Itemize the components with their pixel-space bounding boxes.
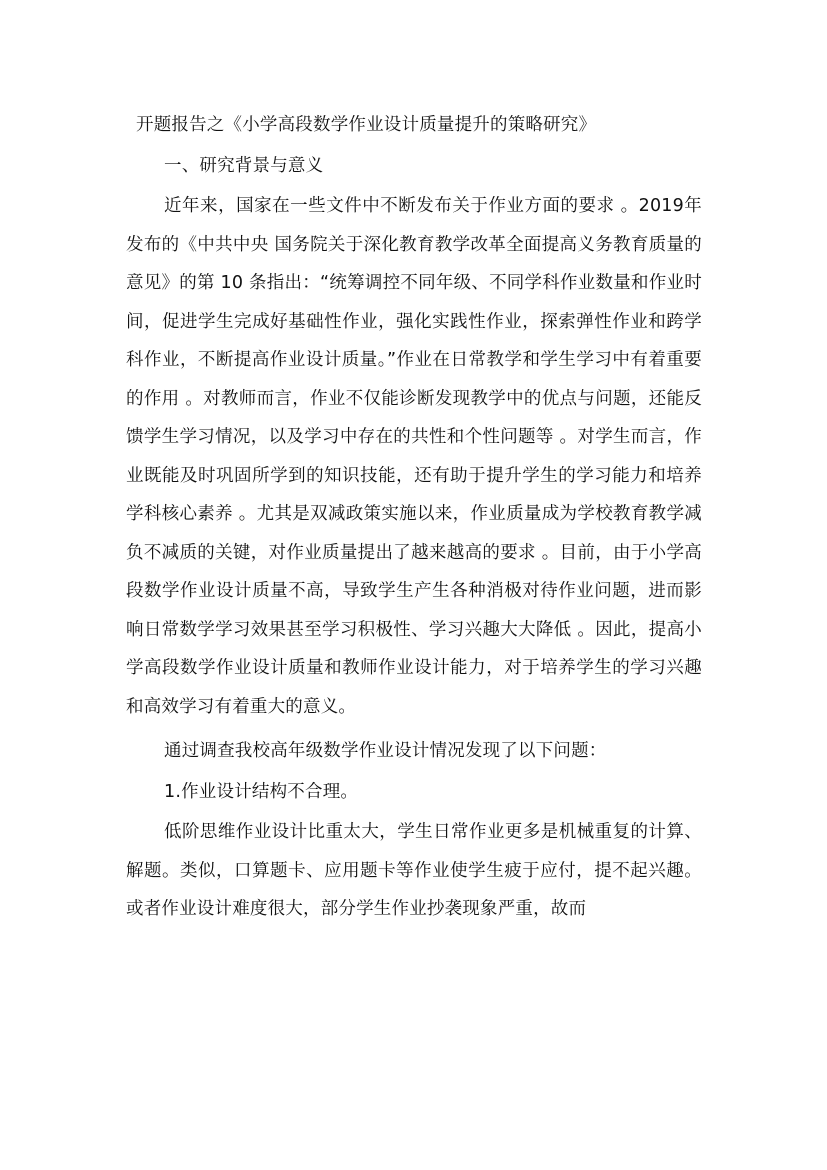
section-heading: 一、研究背景与意义 bbox=[164, 155, 324, 176]
paragraph-background: 近年来，国家在一些文件中不断发布关于作业方面的要求 。2019年发布的《中共中央 国务院关于深化教育教学改革全面提高义务教育质量的意见》的第 10 条指出：“统筹调控不同年级、不同学科作业数量和作业时间，促进学生完成好基础性作业，强化实践性作业，探索弹性作业和跨学科作业，不断提高作业设计质量。”作业在日常教学和学生学习中有着重要的作用 。对教师而言，作业不仅能诊断发现教学中的优点与问题，还能反馈学生学习情况，以及学习中存在的共性和个性问题等 。对学生而言，作业既能及时巩固所学到的知识技能，还有助于提升学生的学习能力和培养学科核心素养 。尤其是双减政策实施以来，作业质量成为学校教育教学减负不减质的关键，对作业质量提出了越来越高的要求 。目前，由于小学高段数学作业设计质量不高，导致学生产生各种消极对待作业问题，进而影响日常数学学习效果甚至学习积极性、学习兴趣大大降低 。因此，提高小学高段数学作业设计质量和教师作业设计能力，对于培养学生的学习兴趣和高效学习有着重大的意义。 bbox=[126, 196, 702, 717]
document-body bbox=[126, 106, 702, 931]
list-item-1: 1.作业设计结构不合理。 bbox=[164, 781, 359, 802]
document-title: 开题报告之《小学高段数学作业设计质量提升的策略研究》 bbox=[136, 115, 597, 135]
paragraph-survey: 通过调查我校高年级数学作业设计情况发现了以下问题： bbox=[164, 741, 607, 761]
paragraph-structure-problem: 低阶思维作业设计比重太大，学生日常作业更多是机械重复的计算、解题。类似，口算题卡、应用题卡等作业使学生疲于应付，提不起兴趣。或者作业设计难度很大，部分学生作业抄袭现象严重，故而 bbox=[126, 822, 702, 919]
